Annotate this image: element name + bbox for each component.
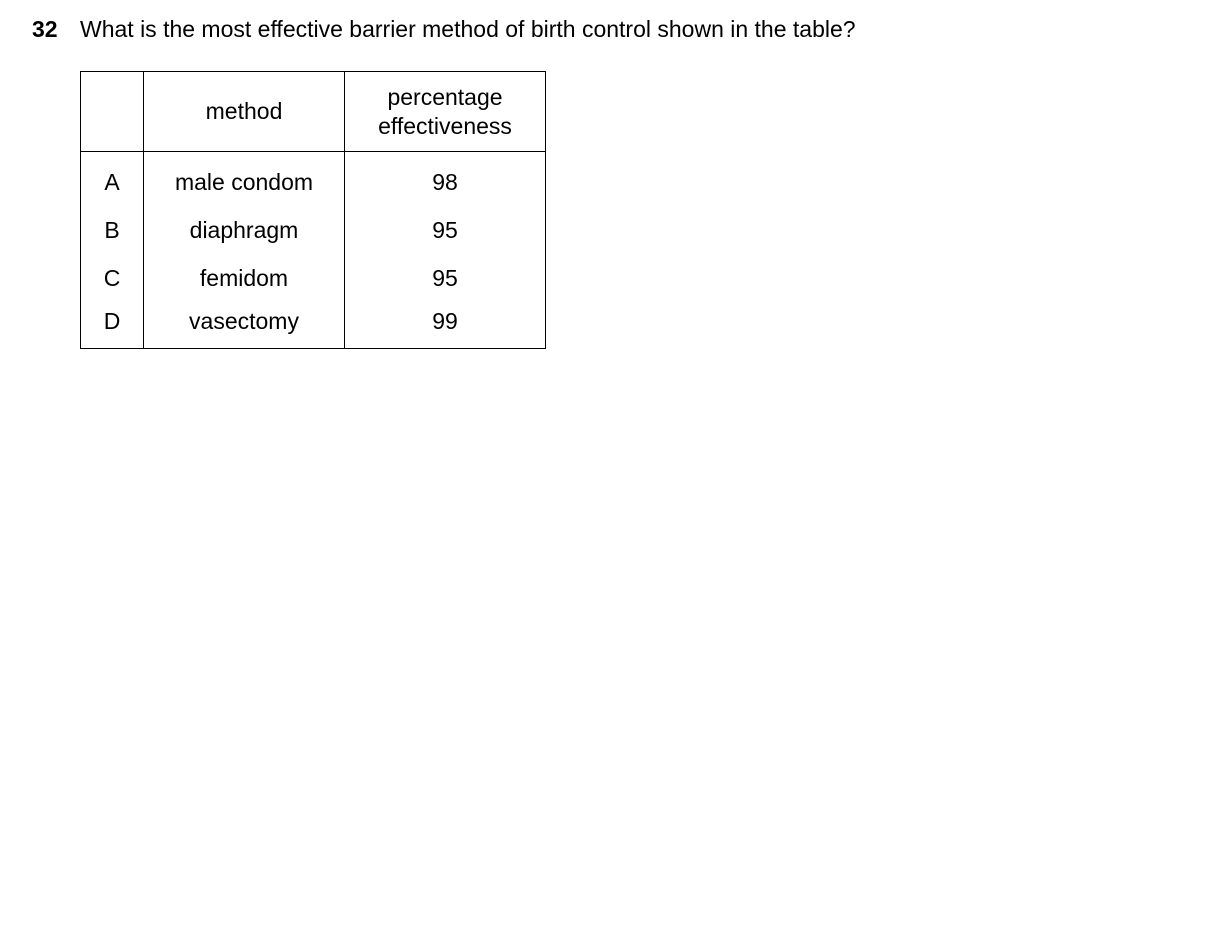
- row-percentage: 95: [345, 254, 546, 302]
- header-letter: [81, 72, 144, 152]
- table-row: [81, 254, 546, 302]
- header-method: method: [144, 72, 345, 152]
- row-letter: A: [81, 152, 144, 207]
- row-percentage: 98: [345, 152, 546, 207]
- question-number: 32: [32, 16, 58, 42]
- row-letter: D: [81, 302, 144, 349]
- header-percentage: [345, 72, 546, 152]
- row-letter: B: [81, 206, 144, 254]
- row-method: male condom: [144, 152, 345, 207]
- header-percentage-line2: effectiveness: [378, 112, 512, 139]
- header-percentage-line1: percentage: [387, 83, 503, 110]
- question-text: What is the most effective barrier method of birth control shown in the table?: [80, 16, 856, 42]
- table-row: [81, 206, 546, 254]
- row-letter: C: [81, 254, 144, 302]
- row-method: femidom: [144, 254, 345, 302]
- row-percentage: 95: [345, 206, 546, 254]
- table-header-row: [81, 72, 546, 152]
- table-row: [81, 152, 546, 207]
- row-method: vasectomy: [144, 302, 345, 349]
- row-method: diaphragm: [144, 206, 345, 254]
- birth-control-table: [80, 71, 546, 349]
- table-row: [81, 302, 546, 349]
- row-percentage: 99: [345, 302, 546, 349]
- question: [32, 14, 856, 44]
